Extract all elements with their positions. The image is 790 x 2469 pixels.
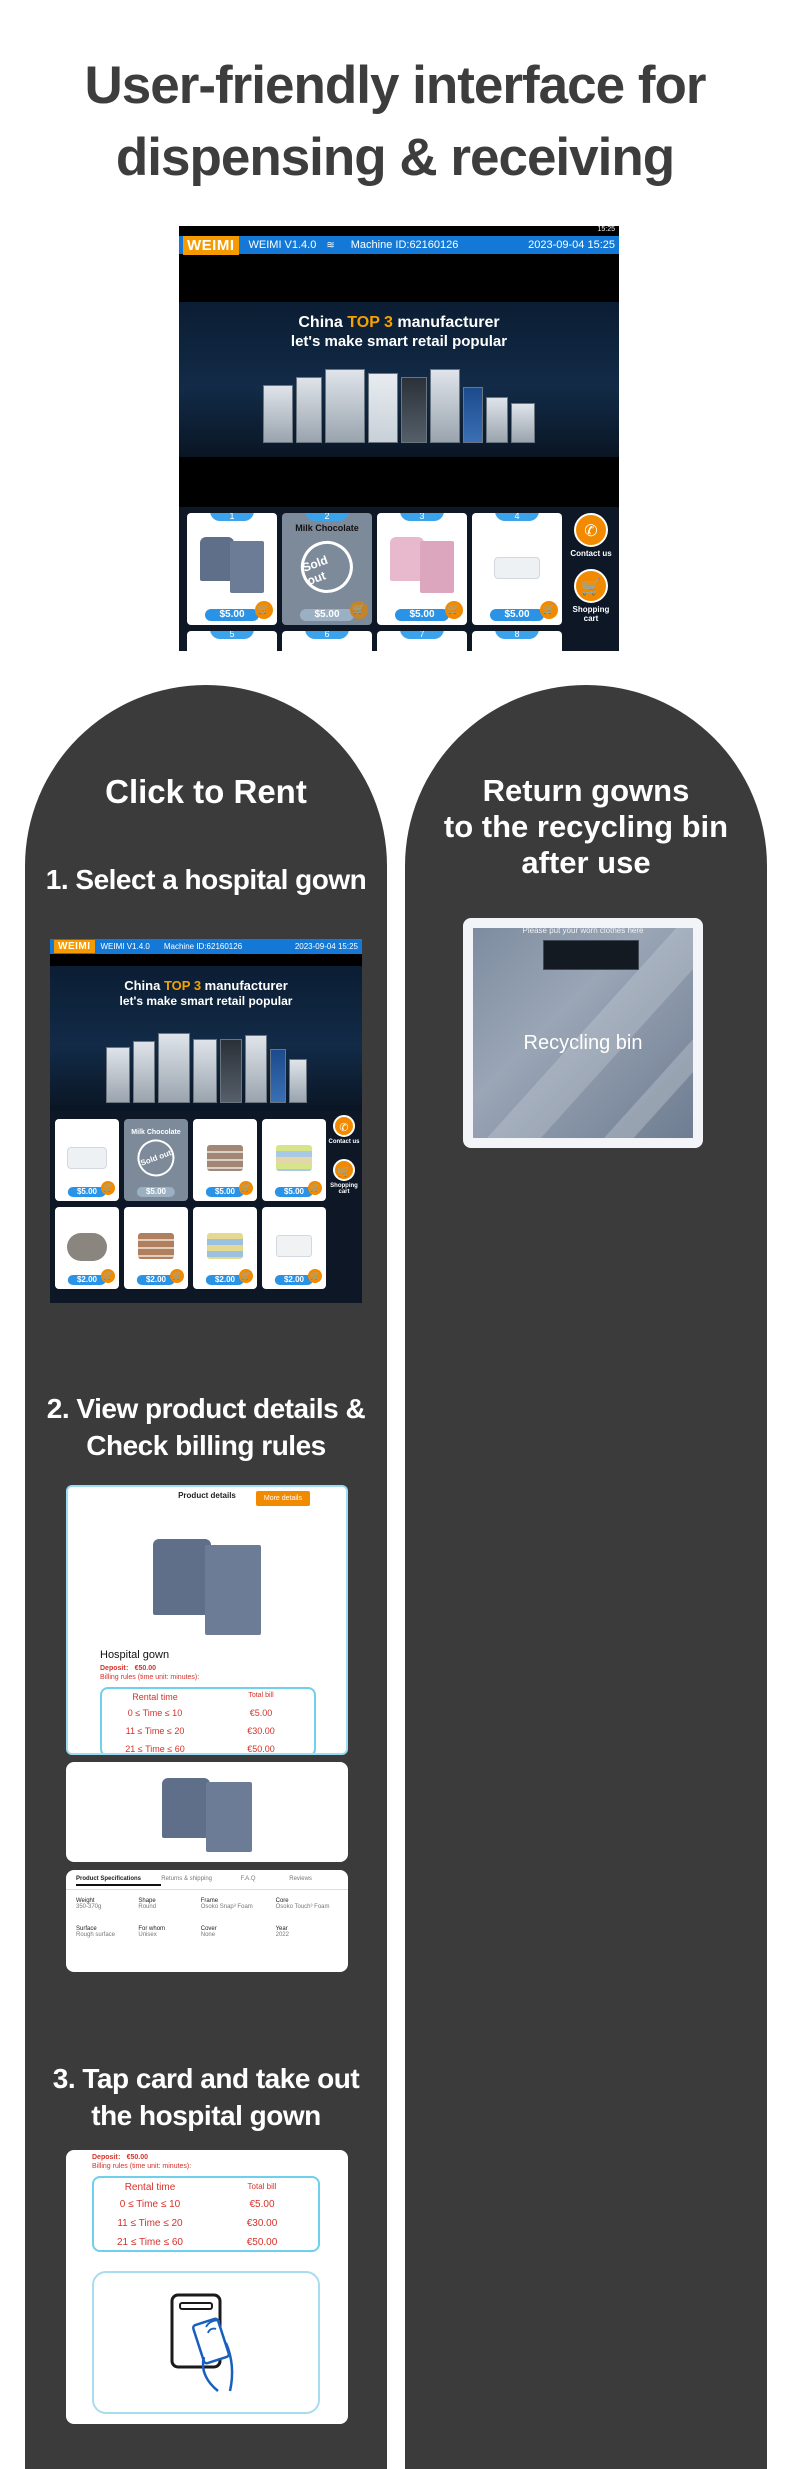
sold-out-stamp: Sold out <box>132 1135 180 1183</box>
product-name: Milk Chocolate <box>295 523 359 533</box>
pajama-image <box>200 537 264 593</box>
contact-us-button[interactable]: ✆ Contact us <box>328 1115 360 1145</box>
banner-prefix: China <box>124 978 164 993</box>
towel-image <box>138 1233 174 1259</box>
recycling-bin-image <box>463 918 703 1148</box>
datetime-label: 2023-09-04 15:25 <box>294 942 358 951</box>
product-name: Milk Chocolate <box>131 1129 181 1136</box>
bin-slot <box>543 940 639 970</box>
spec-surface: Surface Rough surface <box>76 1926 116 1938</box>
version-label: WEIMI V1.4.0 <box>100 942 150 951</box>
sold-out-stamp: Sold out <box>294 533 361 600</box>
product-card-towel-mixed[interactable] <box>193 1207 257 1289</box>
price-tag: $5.00 <box>205 609 259 621</box>
spec-year: Year 2022 <box>275 1926 289 1938</box>
product-card-4[interactable]: 4 $5.00 🛒 <box>472 513 562 625</box>
billing-header: Rental time Total bill <box>124 2182 277 2193</box>
product-card-5[interactable]: 5 <box>187 631 277 651</box>
gown-image <box>162 1778 252 1852</box>
spec-tabs <box>66 1870 348 1890</box>
add-to-cart-icon[interactable]: 🛒 <box>101 1181 115 1195</box>
billing-row: 11 ≤ Time ≤ 20 €30.00 <box>117 2218 278 2229</box>
slippers-image <box>67 1233 107 1261</box>
billing-row: 21 ≤ Time ≤ 60 €50.00 <box>125 1744 275 1754</box>
machines-image <box>179 369 619 443</box>
tab-returns[interactable]: Returns & shipping <box>161 1876 212 1882</box>
kiosk-topbar <box>179 236 619 254</box>
price-tag: $5.00 <box>137 1187 175 1197</box>
tap-card-icon <box>160 2287 250 2397</box>
billing-table <box>100 1687 316 1755</box>
billing-row: 21 ≤ Time ≤ 60 €50.00 <box>116 2237 278 2248</box>
step3-title: 3. Tap card and take out the hospital gown <box>52 2063 360 2131</box>
banner-prefix: China <box>298 314 348 331</box>
phone-icon: ✆ <box>333 1115 355 1137</box>
spec-weight: Weight 350-370g <box>76 1898 102 1910</box>
add-to-cart-icon[interactable]: 🛒 <box>239 1269 253 1283</box>
spec-for-whom: For whom Unisex <box>138 1926 166 1938</box>
towel-image <box>494 557 540 579</box>
recycling-bin-label: Recycling bin <box>523 1032 643 1054</box>
rent-title: Click to Rent <box>105 773 307 810</box>
banner-tagline: let's make smart retail popular <box>290 333 508 350</box>
kiosk-screen-small <box>50 939 362 1303</box>
card-reader-area[interactable] <box>92 2271 320 2414</box>
price-tag: $2.00 <box>137 1275 175 1285</box>
product-card-towel-color[interactable] <box>262 1119 326 1201</box>
price-tag: $5.00 <box>206 1187 244 1197</box>
product-details-header: Product details <box>178 1491 236 1500</box>
banner-suffix: manufacturer <box>392 314 500 331</box>
product-card-6[interactable]: 6 <box>282 631 372 651</box>
product-name: Hospital gown <box>100 1649 170 1661</box>
machine-id-label: Machine ID:62160126 <box>163 942 243 951</box>
status-bar <box>179 226 619 236</box>
cart-icon: 🛒 <box>333 1159 355 1181</box>
product-card-towel-white-2[interactable] <box>262 1207 326 1289</box>
product-card-2[interactable]: 2 Milk Chocolate Sold out $5.00 🛒 <box>282 513 372 625</box>
deposit-label: Deposit： €50.00 <box>92 2154 149 2161</box>
version-label: WEIMI V1.4.0 <box>248 239 317 251</box>
bin-notice: Please put your worn clothes here <box>522 926 644 935</box>
brand-logo: WEIMI <box>183 236 239 255</box>
tab-reviews[interactable]: Reviews <box>289 1876 312 1882</box>
datetime-label: 2023-09-04 15:25 <box>528 239 615 251</box>
promo-banner <box>179 302 619 457</box>
rent-steps-panel <box>25 685 387 2469</box>
product-grid <box>50 1111 362 1303</box>
product-card-towel-white[interactable] <box>55 1119 119 1201</box>
step2-title: 2. View product details & Check billing rules <box>46 1393 366 1461</box>
add-to-cart-icon[interactable]: 🛒 <box>239 1181 253 1195</box>
price-tag: $5.00 <box>68 1187 106 1197</box>
promo-banner <box>50 966 362 1111</box>
banner-suffix: manufacturer <box>201 978 288 993</box>
price-tag: $5.00 <box>490 609 544 621</box>
price-tag: $5.00 <box>275 1187 313 1197</box>
pajama-image <box>390 537 454 593</box>
add-to-cart-icon[interactable]: 🛒 <box>540 601 558 619</box>
page-title <box>0 50 790 194</box>
add-to-cart-icon[interactable]: 🛒 <box>308 1181 322 1195</box>
cart-icon: 🛒 <box>574 569 608 603</box>
add-to-cart-icon: 🛒 <box>350 601 368 619</box>
return-title: Return gowns to the recycling bin after use <box>443 773 729 880</box>
product-grid <box>179 507 619 651</box>
add-to-cart-icon[interactable]: 🛒 <box>255 601 273 619</box>
towel-image <box>207 1233 243 1259</box>
billing-row: 11 ≤ Time ≤ 20 €30.00 <box>125 1726 275 1736</box>
product-card-1[interactable]: 1 $5.00 🛒 <box>187 513 277 625</box>
status-time: 15:25 <box>597 226 615 233</box>
product-image-panel <box>66 1762 348 1862</box>
spec-shape: Shape Round <box>138 1898 157 1910</box>
price-tag: $2.00 <box>206 1275 244 1285</box>
price-tag: $5.00 <box>300 609 354 621</box>
billing-row: 0 ≤ Time ≤ 10 €5.00 <box>127 1708 273 1718</box>
billing-table <box>92 2176 320 2252</box>
banner-accent: TOP 3 <box>163 978 202 993</box>
spec-grid <box>66 1890 348 1946</box>
gown-image <box>153 1539 261 1635</box>
billing-header: Rental time Total bill <box>132 1692 274 1702</box>
shopping-cart-button[interactable]: 🛒 Shopping cart <box>328 1159 360 1195</box>
brand-logo: WEIMI <box>54 940 95 953</box>
wifi-icon: ≋ <box>326 239 335 251</box>
banner-tagline: let's make smart retail popular <box>119 994 293 1008</box>
billing-caption: Billing rules (time unit: minutes): <box>92 2163 192 2170</box>
add-to-cart-icon[interactable]: 🛒 <box>308 1269 322 1283</box>
billing-caption: Billing rules (time unit: minutes): <box>100 1674 200 1681</box>
product-card-towel-brown[interactable] <box>124 1207 188 1289</box>
banner-accent: TOP 3 <box>347 314 393 331</box>
specifications-panel <box>66 1870 348 1972</box>
product-card-3[interactable]: 3 $5.00 🛒 <box>377 513 467 625</box>
spec-cover: Cover None <box>200 1926 217 1938</box>
deposit-label: Deposit： €50.00 <box>100 1665 157 1672</box>
more-details-button[interactable]: More details <box>256 1491 310 1506</box>
tab-specifications[interactable]: Product Specifications <box>76 1876 161 1886</box>
product-card-sold-out[interactable] <box>124 1119 188 1201</box>
towel-image <box>207 1145 243 1171</box>
machine-id-label: Machine ID:62160126 <box>350 239 459 251</box>
towel-image <box>67 1147 107 1169</box>
contact-us-button[interactable]: ✆ Contact us <box>568 513 614 558</box>
towel-image <box>276 1235 312 1257</box>
return-panel <box>405 685 767 2469</box>
step1-title: 1. Select a hospital gown <box>45 864 367 895</box>
shopping-cart-button[interactable]: 🛒 Shopping cart <box>568 569 614 623</box>
page-title-line2: dispensing & receiving <box>115 128 675 187</box>
add-to-cart-icon[interactable]: 🛒 <box>101 1269 115 1283</box>
add-to-cart-icon[interactable]: 🛒 <box>445 601 463 619</box>
billing-row: 0 ≤ Time ≤ 10 €5.00 <box>119 2199 275 2210</box>
page-title-line1: User-friendly interface for <box>84 56 706 115</box>
product-details-panel <box>66 1485 348 1755</box>
price-tag: $5.00 <box>395 609 449 621</box>
product-card-8[interactable]: 8 <box>472 631 562 651</box>
product-card-slippers[interactable] <box>55 1207 119 1289</box>
product-card-7[interactable]: 7 <box>377 631 467 651</box>
product-card-towel-stack[interactable] <box>193 1119 257 1201</box>
price-tag: $2.00 <box>68 1275 106 1285</box>
add-to-cart-icon[interactable]: 🛒 <box>170 1269 184 1283</box>
machines-image <box>50 1033 362 1103</box>
spec-core: Core Osoko Touch³ Foam <box>275 1898 330 1910</box>
towel-image <box>276 1145 312 1171</box>
price-tag: $2.00 <box>275 1275 313 1285</box>
tap-card-panel <box>66 2150 348 2424</box>
spec-frame: Frame Osoko Snap³ Foam <box>200 1898 253 1910</box>
phone-icon: ✆ <box>574 513 608 547</box>
kiosk-topbar <box>50 939 362 954</box>
kiosk-screen-main <box>179 226 619 651</box>
tab-faq[interactable]: F.A.Q <box>240 1876 256 1882</box>
